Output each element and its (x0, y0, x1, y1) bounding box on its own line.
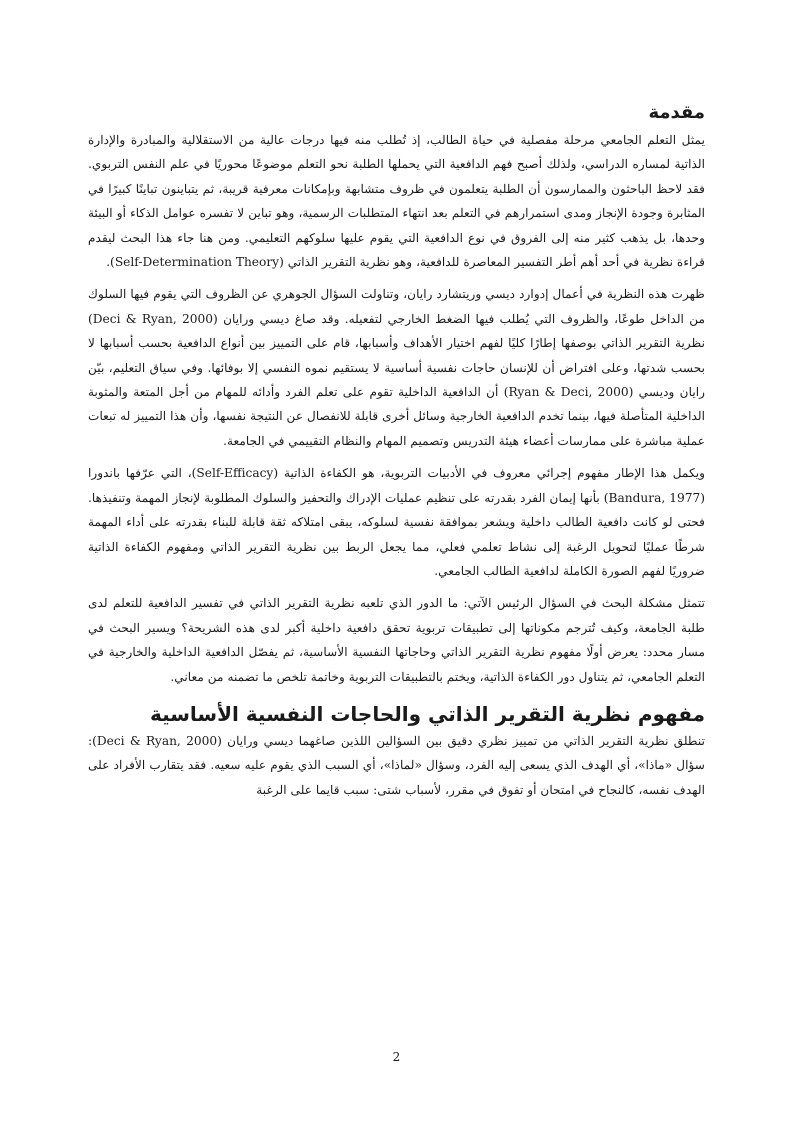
document-page (88, 92, 705, 810)
section-introduction (88, 98, 705, 689)
paragraph: ظهرت هذه النظرية في أعمال إدوارد ديسي وريتشارد رايان، وتناولت السؤال الجوهري عن الظروف التي يقوم فيها السلوك من الداخل طوعًا، والظروف التي يُطلب فيها الضغط الخارجي لتفعيله. وقد صاغ ديسي ورايان (Deci & Ryan, 2000) نظرية التقرير الذاتي بوصفها إطارًا كليًا لفهم اختيار الأهداف وأسبابها، قام على التمييز بين أنواع الدافعية بحسب أسبابها لا بحسب شدتها، وعلى افتراض أن للإنسان حاجات نفسية أساسية لا يستقيم نموه النفسي إلا بوفائها. وفي سياق التعليم، بيّن رايان وديسي (Ryan & Deci, 2000) أن الدافعية الداخلية تقوم على تعلم الفرد وأدائه للمهام من أجل المتعة والمثوبة الداخلية المتأصلة فيها، بينما تخدم الدافعية الخارجية وسائل أخرى قابلة للانفصال عن النتيجة نفسها، وأن هذا التمييز له تبعات عملية مباشرة على ممارسات أعضاء هيئة التدريس وتصميم المهام والنظام التقييمي في الجامعة. (88, 287, 706, 448)
paragraph: تتمثل مشكلة البحث في السؤال الرئيس الآتي: ما الدور الذي تلعبه نظرية التقرير الذاتي في تفسير الدافعية للتعلم لدى طلبة الجامعة، وكيف تُترجم مكوناتها إلى تطبيقات تربوية تحقق دافعية داخلية أكبر لدى هذه الشريحة؟ ويسير البحث في مسار محدد: يعرض أولًا مفهوم نظرية التقرير الذاتي وحاجاتها النفسية الأساسية، ثم يفصّل الدافعية الداخلية والخارجية في التعلم الجامعي، ثم يتناول دور الكفاءة الذاتية، ويختم بالتطبيقات التربوية وخاتمة تلخص ما تضمنه من معاني. (88, 596, 705, 684)
paragraph: يمثل التعلم الجامعي مرحلة مفصلية في حياة الطالب، إذ تُطلب منه فيها درجات عالية من الاستقلالية والمبادرة والإدارة الذاتية لمساره الدراسي، ولذلك أصبح فهم الدافعية التي يحملها الطلبة نحو التعلم موضوعًا محوريًا في علم النفس التربوي. فقد لاحظ الباحثون والممارسون أن الطلبة يتعلمون في ظروف متشابهة وبإمكانات معرفية قريبة، ثم يتباينون تباينًا كبيرًا في المثابرة وجودة الإنجاز ومدى استمرارهم في التعلم بعد انتهاء المتطلبات الرسمية، وهو تباين لا تفسره عوامل الذكاء أو البيئة وحدها، بل يذهب كثير منه إلى الفروق في نوع الدافعية التي يقوم عليها سلوكهم التعليمي. ومن هنا جاء هذا البحث ليقدم قراءة نظرية في أحد أهم أطر التفسير المعاصرة للدافعية، وهو نظرية التقرير الذاتي (Self-Determination Theory). (88, 133, 705, 270)
page-number: 2 (392, 1050, 401, 1064)
section-theory-concept (88, 699, 705, 802)
section-heading: مفهوم نظرية التقرير الذاتي والحاجات النفسية الأساسية (149, 701, 705, 726)
section-heading: مقدمة (648, 102, 705, 123)
paragraph: تنطلق نظرية التقرير الذاتي من تمييز نظري دقيق بين السؤالين اللذين صاغهما ديسي ورايان (Deci & Ryan, 2000): سؤال «ماذا»، أي الهدف الذي يسعى إليه الفرد، وسؤال «لماذا»، أي السبب الذي يقوم عليه سعيه. فقد يتقارب الأفراد على الهدف نفسه، كالنجاح في امتحان أو تفوق في مقرر، لأسباب شتى: سبب قايما على الرغبة (88, 733, 706, 797)
paragraph: ويكمل هذا الإطار مفهوم إجرائي معروف في الأدبيات التربوية، هو الكفاءة الذاتية (Self-Efficacy)، التي عرّفها باندورا (Bandura, 1977) بأنها إيمان الفرد بقدرته على تنظيم عمليات الإدراك والتحفيز والسلوك المطلوبة لإنجاز المهمة وتنفيذها. فحتى لو كانت دافعية الطالب داخلية ويشعر بموافقة نفسية لسلوكه، يبقى امتلاكه ثقة قابلة للبناء بقدرته على أداء المهمة شرطًا عمليًا لتحويل الرغبة إلى نشاط تعلمي فعلي، مما يجعل الربط بين نظرية التقرير الذاتي ومفهوم الكفاءة الذاتية ضروريًا لفهم الصورة الكاملة لدافعية الطالب الجامعي. (88, 466, 705, 578)
